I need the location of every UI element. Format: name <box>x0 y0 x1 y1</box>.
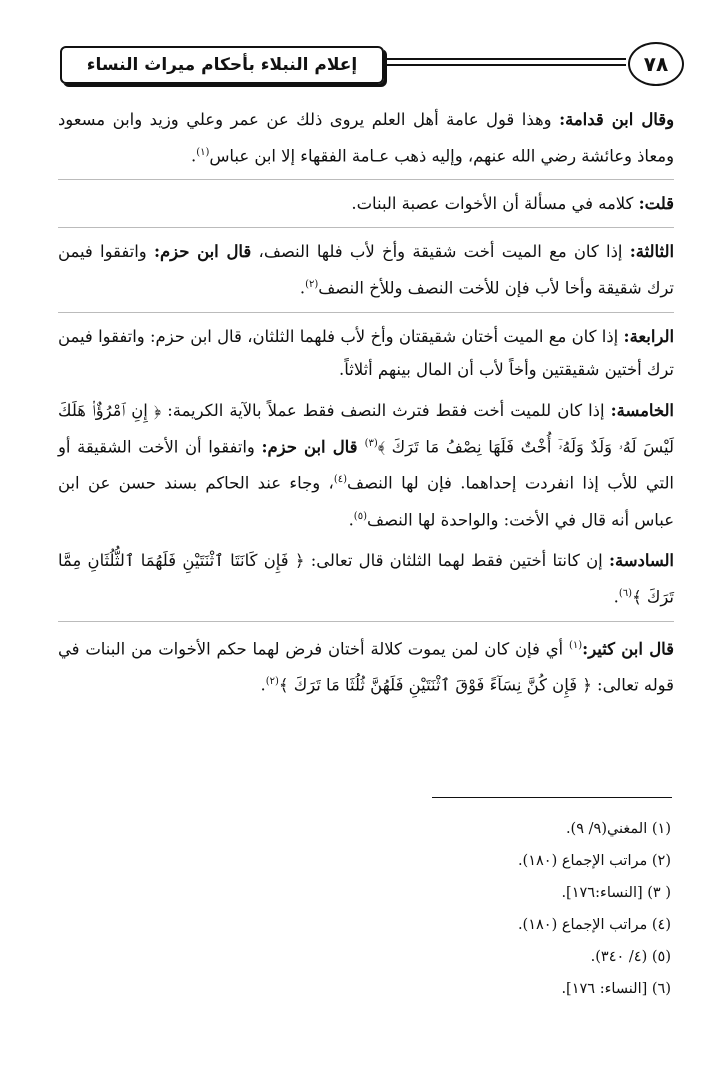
paragraph-text: أي فإن كان لمن يموت كلالة أختان فرض لهما حكم الأخوات من البنات في قوله تعالى: <box>58 639 674 695</box>
book-title: إعلام النبلاء بأحكام ميراث النساء <box>60 46 384 84</box>
paragraph-fifth-case <box>58 394 674 536</box>
paragraph-gap <box>58 386 674 394</box>
main-text <box>58 103 674 702</box>
footnote-item: ( ٣) [النساء:١٧٦]. <box>561 885 671 901</box>
paragraph-separator <box>58 312 674 313</box>
page-number: ٧٨ <box>628 42 684 86</box>
footnotes <box>371 813 671 1005</box>
paragraph-separator <box>58 227 674 228</box>
paragraph-tail: . <box>348 510 354 530</box>
quran-verse: ﴿ إِنِ ٱمْرُؤٌا۟ هَلَكَ لَيْسَ لَهُۥ وَلَدٌ وَلَهُۥٓ أُخْتٌ فَلَهَا نِصْفُ مَا تَرَكَ ﴾ <box>58 400 674 457</box>
paragraph-text: واتفقوا أن الأخت الشقيقة أو التي للأب إذا انفردت إحداهما. فإن لها النصف <box>58 437 674 493</box>
paragraph-gap <box>58 536 674 544</box>
footnote-ref: (٥) <box>353 510 367 522</box>
paragraph-text: إذا كان مع الميت أخت شقيقة وأخ لأب فلها النصف، <box>251 242 630 262</box>
paragraph-tail: . <box>191 146 197 166</box>
paragraph-ibn-kathir <box>58 629 674 702</box>
paragraph-lead: وقال ابن قدامة: <box>559 110 674 129</box>
paragraph-ibn-qudama <box>58 103 674 172</box>
paragraph-tail: . <box>299 278 306 298</box>
footnote-item: (٦) [النساء: ١٧٦]. <box>561 981 671 997</box>
quran-verse: ﴿ فَإِن كَانَتَا ٱثْنَتَيْنِ فَلَهُمَا ٱلثُّلُثَانِ مِمَّا تَرَكَ ﴾ <box>58 551 674 607</box>
paragraph-fourth-case <box>58 320 674 386</box>
footnote-ref: (٤) <box>333 474 347 486</box>
paragraph-text: واتفقوا فيمن ترك شقيقة وأخا لأب فإن للأخت النصف وللأخ النصف <box>58 242 674 298</box>
paragraph-text: ، وجاء عند الحاكم بسند حسن عن ابن عباس أنه قال في الأخت: والواحدة لها النصف <box>58 473 674 530</box>
paragraph-lead: الرابعة: <box>623 326 674 346</box>
footnote-ref: (٢) <box>265 676 279 688</box>
footnote-ref: (١) <box>196 147 210 158</box>
header-rule-bottom <box>386 64 626 66</box>
paragraph-lead: قال ابن كثير: <box>582 639 674 659</box>
quran-verse: ﴿ فَإِن كُنَّ نِسَآءً فَوْقَ ٱثْنَتَيْنِ فَلَهُنَّ ثُلُثَا مَا تَرَكَ ﴾ <box>278 675 592 695</box>
footnote-item: (٥) (٤/ ٣٤٠). <box>590 949 671 965</box>
paragraph-sixth-case <box>58 544 674 613</box>
paragraph-text: إذا كان مع الميت أختان شقيقتان وأخ لأب فلهما الثلثان، قال ابن حزم: واتفقوا فيمن ترك أختين شقيقتين وأخاً لأب أن المال بينهم أثلاثاً. <box>58 326 674 379</box>
footnote-divider <box>432 797 672 798</box>
paragraph-third-case <box>58 235 674 304</box>
paragraph-tail: . <box>260 675 266 695</box>
footnote-item: (٢) مراتب الإجماع (١٨٠). <box>517 853 671 869</box>
footnote-ref: (٢) <box>305 279 319 291</box>
footnote-item: (١) المغني(٩/ ٩). <box>565 821 671 837</box>
paragraph-lead: الخامسة: <box>610 400 674 420</box>
paragraph-lead: قلت: <box>638 194 674 214</box>
paragraph-lead: السادسة: <box>608 551 674 571</box>
paragraph-text: إن كانتا أختين فقط لهما الثلثان قال تعالى: <box>304 551 609 571</box>
footnote-ref: (١) <box>568 639 583 651</box>
paragraph-tail: . <box>613 587 619 607</box>
quote-attribution: قال ابن حزم: <box>261 437 365 457</box>
paragraph-text: وهذا قول عامة أهل العلم يروى ذلك عن عمر وعلي وزيد وابن مسعود ومعاذ وعائشة رضي الله عنهم، وإليه ذهب عـامة الفقهاء إلا ابن عباس <box>58 110 674 166</box>
paragraph-separator <box>58 621 674 622</box>
footnote-ref: (٦) <box>618 588 633 600</box>
footnote-ref: (٣) <box>364 437 378 449</box>
paragraph-lead: الثالثة: <box>629 242 675 262</box>
quote-attribution: قال ابن حزم: <box>153 242 252 262</box>
footnote-item: (٤) مراتب الإجماع (١٨٠). <box>517 917 671 933</box>
paragraph-separator <box>58 179 674 180</box>
paragraph-qultu <box>58 187 674 220</box>
header-rule-top <box>386 58 626 60</box>
page-header <box>44 40 680 86</box>
paragraph-text: كلامه في مسألة أن الأخوات عصبة البنات. <box>351 194 639 214</box>
paragraph-text: إذا كان للميت أخت فقط فترث النصف فقط عملاً بالآية الكريمة: <box>161 400 611 420</box>
